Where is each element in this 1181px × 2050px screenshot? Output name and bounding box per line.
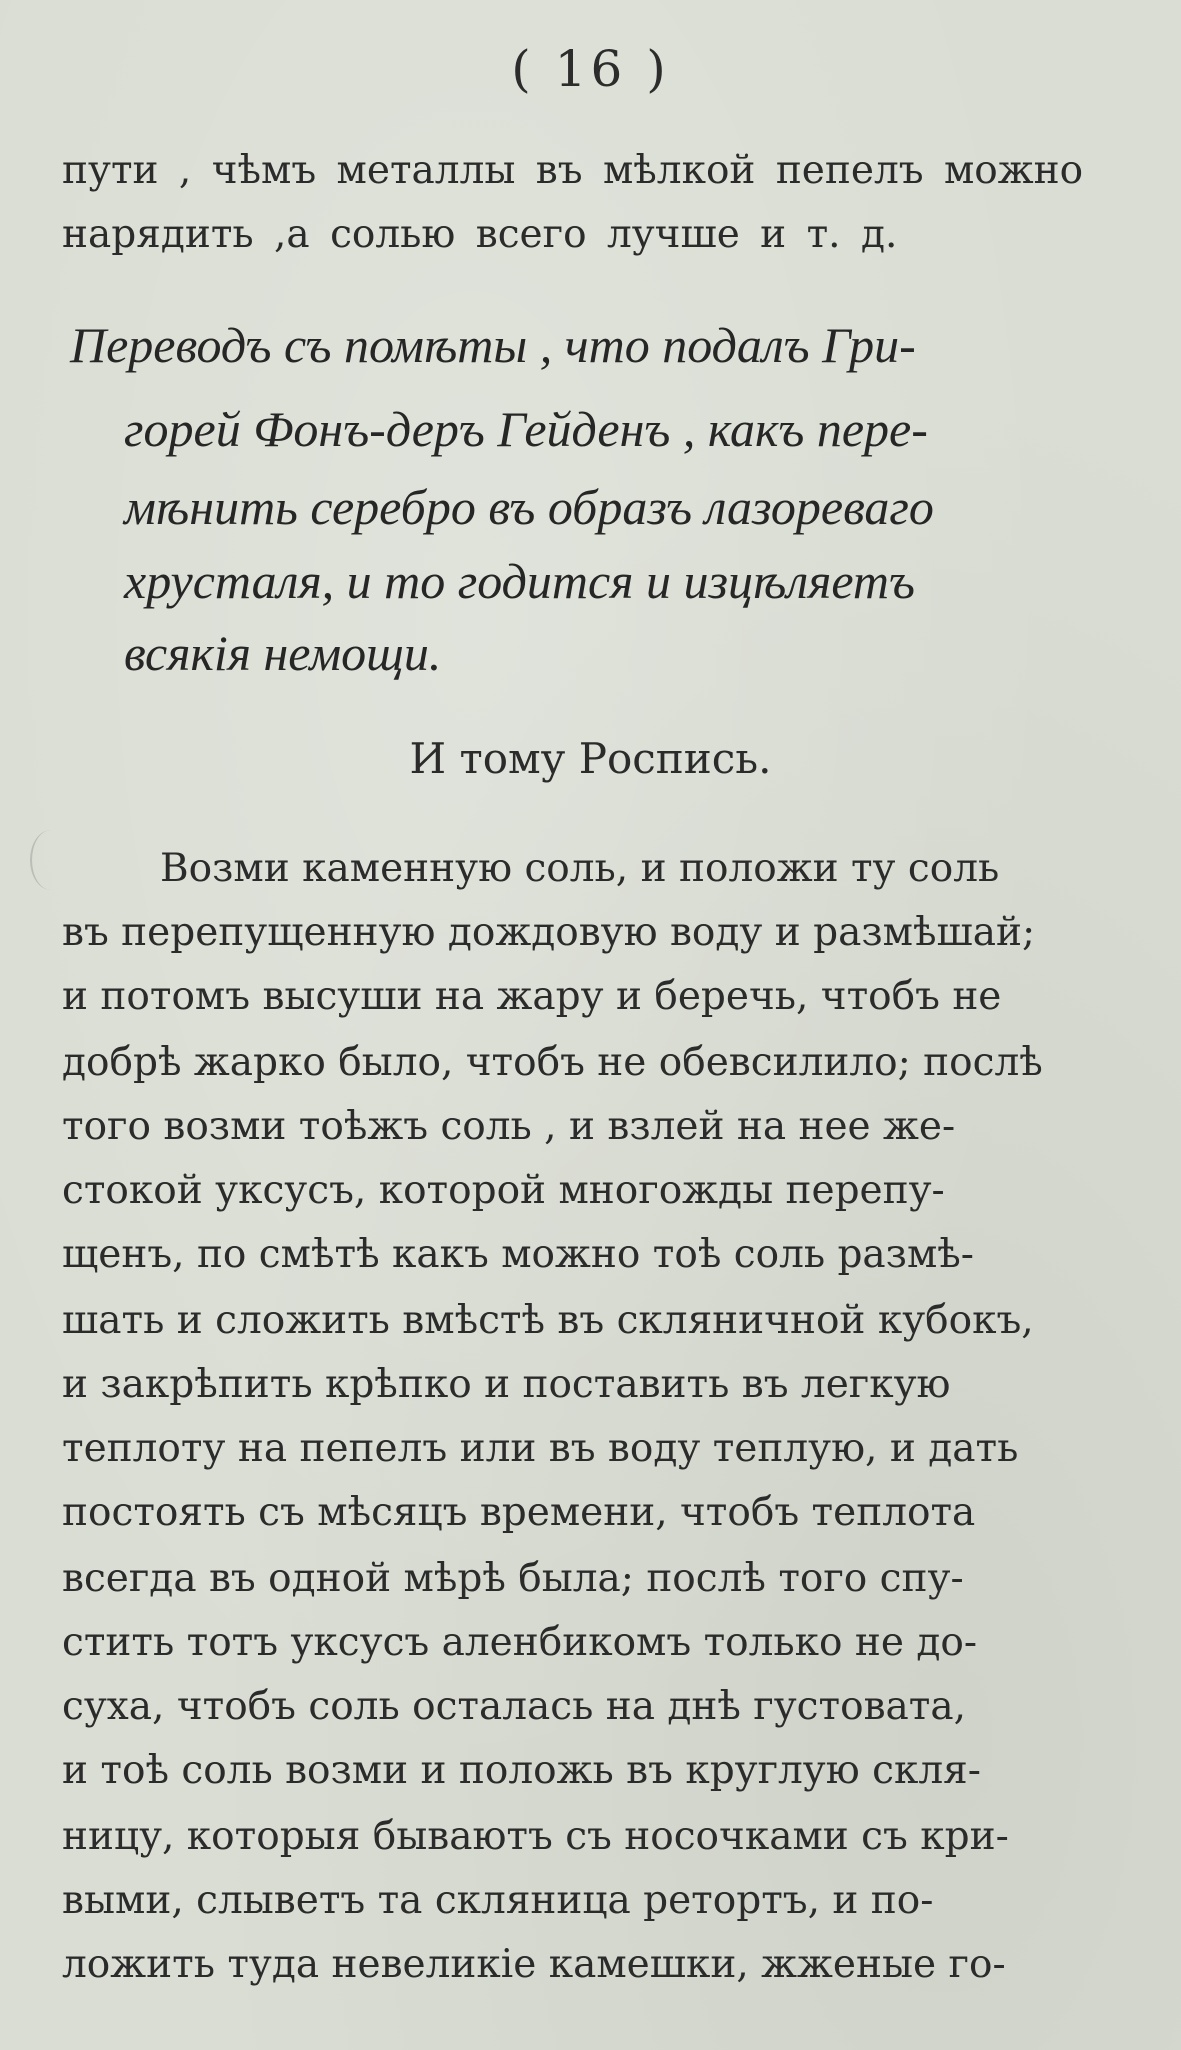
section-subheading: И тому Роспись. [409,734,772,783]
body-line: и закрѣпить крѣпко и поставить въ легкую [62,1362,951,1407]
body-line: постоять съ мѣсяцъ времени, чтобъ теплота [62,1490,976,1535]
body-line: ложить туда невеликіе камешки, жженые го- [62,1942,1006,1987]
body-line: всегда въ одной мѣрѣ была; послѣ того спу- [62,1556,964,1601]
heading-line: мѣнить серебро въ образъ лазореваго [124,479,934,535]
body-line: добрѣ жарко было, чтобъ не обевсилило; послѣ [62,1040,1043,1085]
intro-line: пути , чѣмъ металлы въ мѣлкой пепелъ можно [62,148,1084,193]
heading-line: горей Фонъ-деръ Гейденъ , какъ пере- [124,401,928,457]
body-line: и тоѣ соль возми и положь въ круглую скля- [62,1748,981,1793]
body-line: теплоту на пепелъ или въ воду теплую, и дать [62,1426,1019,1471]
page-number: ( 16 ) [511,40,670,98]
margin-mark [30,830,72,890]
body-line: Возми каменную соль, и положи ту соль [160,846,1000,891]
heading-line: всякія немощи. [124,625,442,681]
body-line: того возми тоѣжъ соль , и взлей на нее же- [62,1104,956,1149]
body-line: стить тотъ уксусъ аленбикомъ только не до- [62,1620,978,1665]
body-line: щенъ, по смѣтѣ какъ можно тоѣ соль размѣ- [62,1232,974,1277]
heading-line: хрусталя, и то годится и изцѣляетъ [124,553,915,609]
body-line: въ перепущенную дождовую воду и размѣшай; [62,910,1036,955]
heading-line: Переводъ съ помѣты , что подалъ Гри- [70,317,916,373]
body-line: стокой уксусъ, которой многожды перепу- [62,1168,945,1213]
body-line: шать и сложить вмѣстѣ въ скляничной кубокъ, [62,1298,1034,1343]
body-line: и потомъ высуши на жару и беречь, чтобъ не [62,974,1002,1019]
body-line: выми, слыветъ та скляница ретортъ, и по- [62,1878,934,1923]
body-line: ницу, которыя бываютъ съ носочками съ кри- [62,1814,1009,1859]
intro-line: нарядить ,а солью всего лучше и т. д. [62,212,898,257]
body-line: суха, чтобъ соль осталась на днѣ густовата, [62,1684,967,1729]
